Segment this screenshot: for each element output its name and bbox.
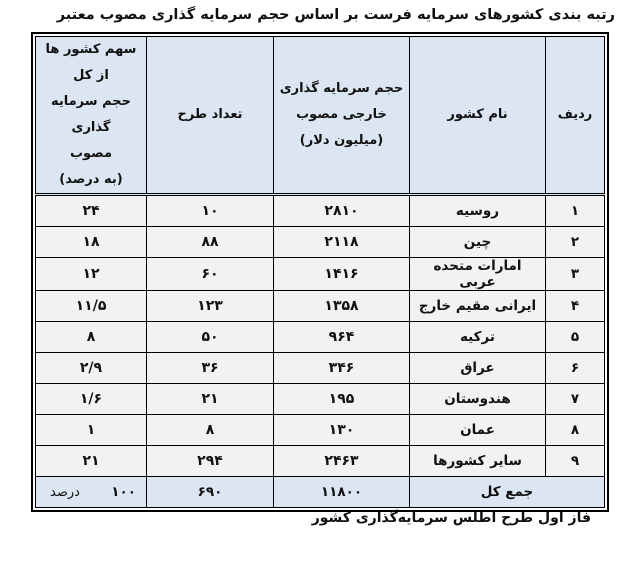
table-row (36, 415, 605, 446)
cell-row-number: ۷ (546, 384, 605, 415)
data-table (35, 36, 605, 508)
cell-count: ۶۰ (147, 258, 274, 291)
cell-volume: ۹۶۴ (274, 322, 410, 353)
header-row (36, 37, 605, 195)
cell-share: ۱۱/۵ (36, 291, 147, 322)
header-share-line4: (به درصد) (59, 172, 123, 187)
cell-country: عمان (410, 415, 546, 446)
table-row (36, 258, 605, 291)
cell-share: ۱/۶ (36, 384, 147, 415)
investment-ranking-table (31, 32, 609, 512)
cell-volume: ۲۸۱۰ (274, 195, 410, 227)
table-row (36, 446, 605, 477)
cell-row-number: ۱ (546, 195, 605, 227)
cell-share: ۲/۹ (36, 353, 147, 384)
total-row (36, 477, 605, 508)
cell-volume: ۲۴۶۳ (274, 446, 410, 477)
header-volume-line3: (میلیون دلار) (299, 133, 384, 148)
cell-row-number: ۸ (546, 415, 605, 446)
table-title: رتبه بندی کشورهای سرمایه فرست بر اساس حجم سرمایه گذاری مصوب معتبر (56, 7, 615, 23)
total-share-value: ۱۰۰ (111, 484, 136, 500)
cell-row-number: ۵ (546, 322, 605, 353)
cell-volume: ۳۴۶ (274, 353, 410, 384)
table-row (36, 353, 605, 384)
cell-row-number: ۲ (546, 227, 605, 258)
total-share (36, 477, 147, 508)
cell-count: ۸ (147, 415, 274, 446)
cell-country: چین (410, 227, 546, 258)
cell-count: ۲۱ (147, 384, 274, 415)
cell-country: امارات متحده عربی (410, 258, 546, 291)
cell-count: ۱۰ (147, 195, 274, 227)
header-country-name: نام کشور (410, 37, 546, 195)
total-share-unit: درصد (50, 484, 80, 500)
header-volume-line2: خارجی مصوب (296, 107, 387, 122)
cell-share: ۱۲ (36, 258, 147, 291)
cell-share: ۱۸ (36, 227, 147, 258)
cell-share: ۲۴ (36, 195, 147, 227)
cell-count: ۱۲۳ (147, 291, 274, 322)
cell-row-number: ۳ (546, 258, 605, 291)
header-investment-volume (274, 37, 410, 195)
cell-volume: ۱۳۵۸ (274, 291, 410, 322)
cell-volume: ۲۱۱۸ (274, 227, 410, 258)
cell-volume: ۱۹۵ (274, 384, 410, 415)
total-label: جمع کل (410, 477, 605, 508)
cell-country: سایر کشورها (410, 446, 546, 477)
header-project-count: تعداد طرح (147, 37, 274, 195)
cell-share: ۸ (36, 322, 147, 353)
cell-row-number: ۴ (546, 291, 605, 322)
cell-count: ۳۶ (147, 353, 274, 384)
table-row (36, 384, 605, 415)
table-row (36, 322, 605, 353)
cell-country: ایرانی مقیم خارج (410, 291, 546, 322)
header-volume-line1: حجم سرمایه گذاری (279, 81, 404, 96)
cell-count: ۵۰ (147, 322, 274, 353)
table-row (36, 195, 605, 227)
cell-count: ۸۸ (147, 227, 274, 258)
header-row-number: ردیف (546, 37, 605, 195)
cell-country: هندوستان (410, 384, 546, 415)
cell-volume: ۱۳۰ (274, 415, 410, 446)
table-row (36, 291, 605, 322)
header-share-line1: سهم کشور ها از کل (45, 42, 137, 83)
cell-country: عراق (410, 353, 546, 384)
cell-count: ۲۹۴ (147, 446, 274, 477)
cell-country: ترکیه (410, 322, 546, 353)
table-row (36, 227, 605, 258)
cell-country: روسیه (410, 195, 546, 227)
total-volume: ۱۱۸۰۰ (274, 477, 410, 508)
header-share-line3: مصوب (69, 146, 113, 161)
cell-volume: ۱۴۱۶ (274, 258, 410, 291)
cell-share: ۲۱ (36, 446, 147, 477)
header-share-line2: حجم سرمایه گذاری (50, 94, 132, 135)
header-share-percent (36, 37, 147, 195)
total-count: ۶۹۰ (147, 477, 274, 508)
source-note: فاز اول طرح اطلس سرمایه‌گذاری کشور (311, 510, 591, 526)
cell-row-number: ۹ (546, 446, 605, 477)
cell-row-number: ۶ (546, 353, 605, 384)
cell-share: ۱ (36, 415, 147, 446)
